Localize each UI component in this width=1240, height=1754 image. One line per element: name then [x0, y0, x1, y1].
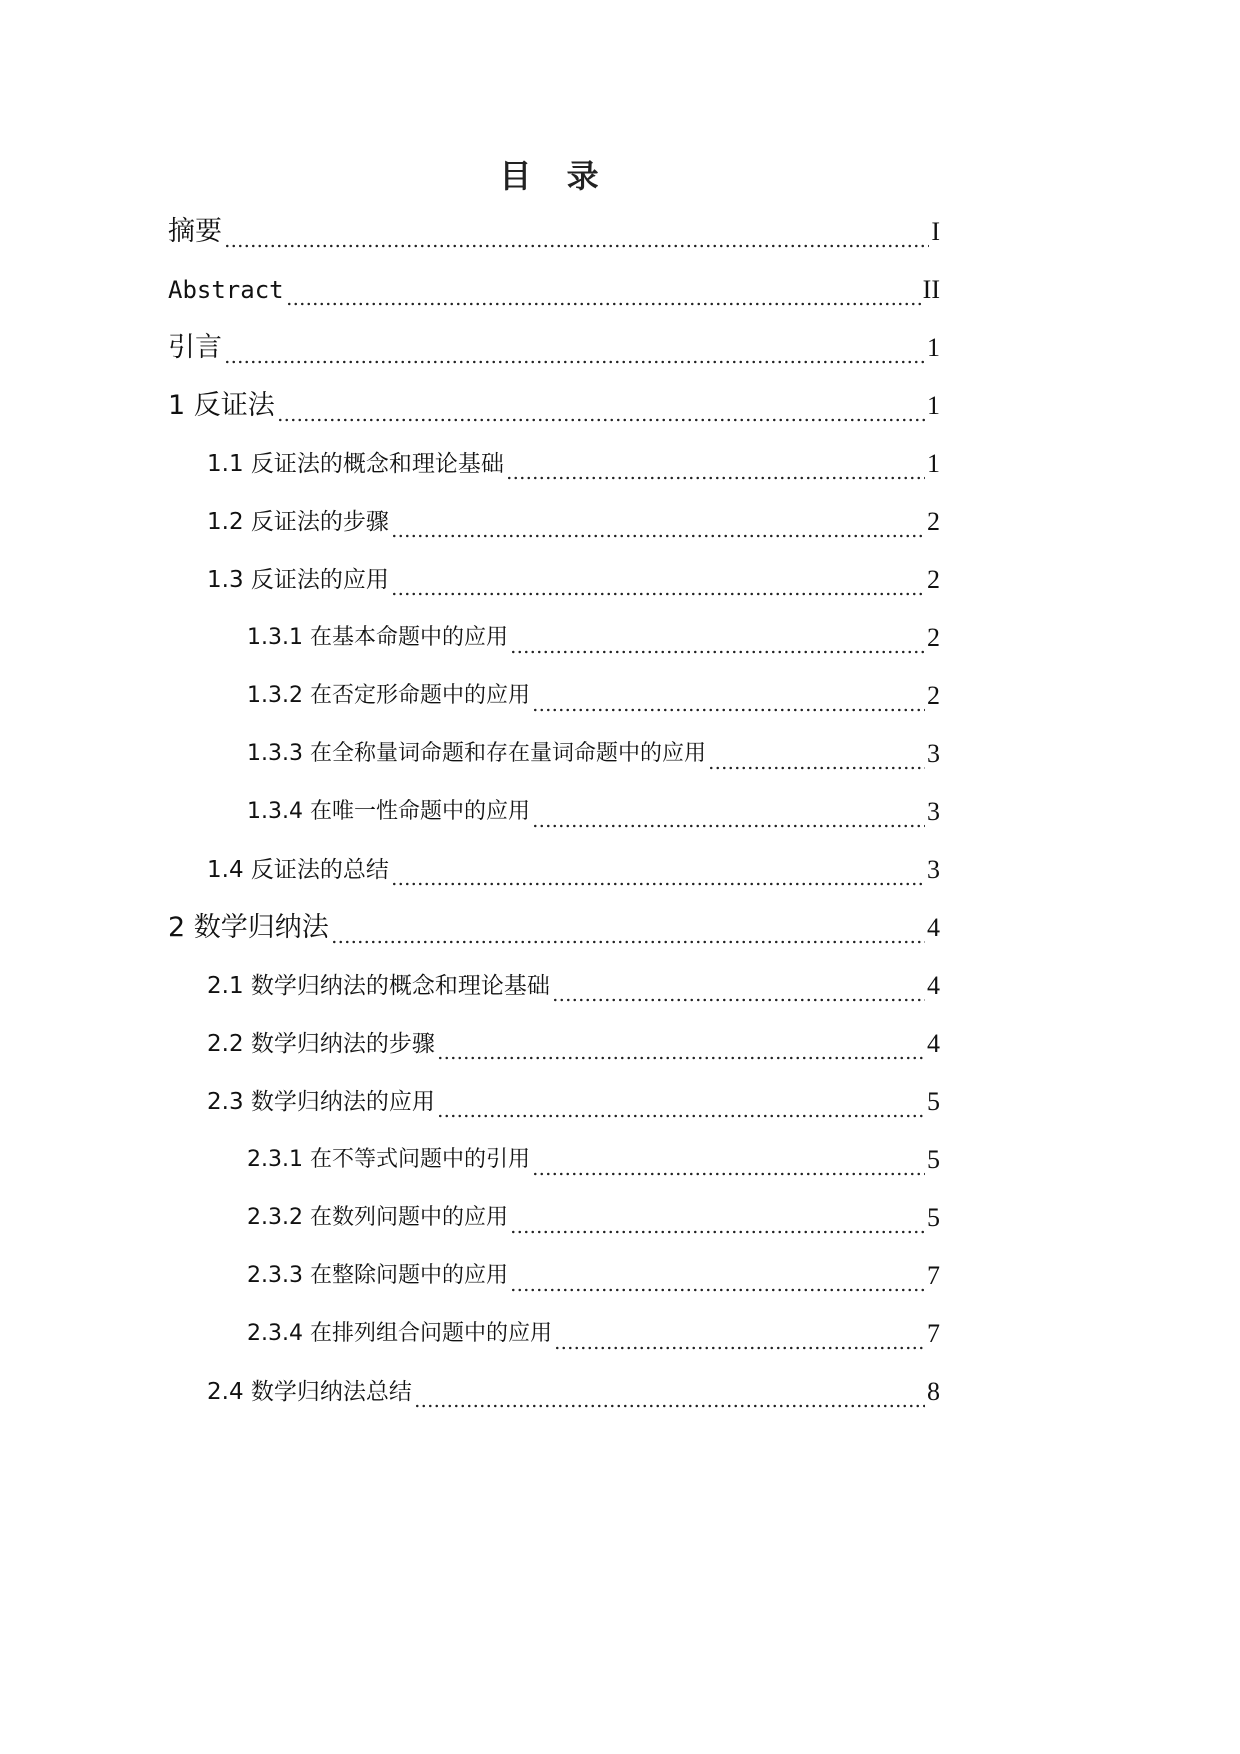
toc-entry-label: 1.3 反证法的应用 — [207, 567, 389, 593]
toc-entry-label: 1.1 反证法的概念和理论基础 — [207, 451, 504, 477]
toc-page-number: 1 — [927, 333, 940, 362]
toc-entry-label: 2 数学归纳法 — [168, 912, 329, 943]
toc-page-number: 5 — [927, 1203, 940, 1232]
dot-leader — [708, 734, 925, 774]
toc-entry-2-2[interactable] — [207, 1024, 940, 1064]
toc-page-number: 3 — [927, 855, 940, 884]
toc-page-number: 7 — [927, 1319, 940, 1348]
toc-entry-label: 2.2 数学归纳法的步骤 — [207, 1031, 435, 1057]
dot-leader — [510, 1256, 925, 1296]
toc-page-number: 2 — [927, 623, 940, 652]
toc-entry-2-3[interactable] — [207, 1082, 940, 1122]
toc-title: 目 录 — [499, 157, 611, 195]
dot-leader — [414, 1372, 925, 1412]
toc-entry-label: 1.3.4 在唯一性命题中的应用 — [247, 799, 530, 824]
toc-page-number: 1 — [927, 449, 940, 478]
toc-entry-1-1[interactable] — [207, 444, 940, 484]
toc-entry-label: 2.3.3 在整除问题中的应用 — [247, 1263, 508, 1288]
dot-leader — [286, 270, 921, 310]
toc-entry-label: 2.3.2 在数列问题中的应用 — [247, 1205, 508, 1230]
toc-page-number: 4 — [927, 913, 940, 942]
toc-entry-label: 1.3.3 在全称量词命题和存在量词命题中的应用 — [247, 741, 706, 766]
toc-page-number: I — [931, 217, 940, 246]
dot-leader — [532, 1140, 925, 1180]
dot-leader — [532, 676, 925, 716]
dot-leader — [532, 792, 925, 832]
toc-entry-1-3-4[interactable] — [247, 792, 940, 832]
dot-leader — [224, 328, 925, 368]
toc-entry-label: 1.4 反证法的总结 — [207, 857, 389, 883]
toc-entry-label: 摘要 — [168, 216, 222, 247]
toc-page-number: 8 — [927, 1377, 940, 1406]
dot-leader — [506, 444, 925, 484]
toc-entry-label: 2.4 数学归纳法总结 — [207, 1379, 412, 1405]
toc-page-number: 3 — [927, 739, 940, 768]
toc-entry-1-4[interactable] — [207, 850, 940, 890]
toc-page-number: 4 — [927, 971, 940, 1000]
toc-entry-2-3-2[interactable] — [247, 1198, 940, 1238]
toc-entry-1-3-3[interactable] — [247, 734, 940, 774]
toc-entry-chapter-2[interactable] — [168, 908, 940, 948]
toc-page-number: 7 — [927, 1261, 940, 1290]
toc-entry-1-2[interactable] — [207, 502, 940, 542]
toc-entry-1-3-1[interactable] — [247, 618, 940, 658]
toc-entry-label: 2.3 数学归纳法的应用 — [207, 1089, 435, 1115]
dot-leader — [510, 1198, 925, 1238]
toc-page-number: 1 — [927, 391, 940, 420]
toc-page-number: 5 — [927, 1145, 940, 1174]
toc-entry-abstract-en[interactable] — [168, 270, 940, 310]
toc-page-number: 3 — [927, 797, 940, 826]
toc-entry-label: 2.3.4 在排列组合问题中的应用 — [247, 1321, 552, 1346]
toc-entry-1-3[interactable] — [207, 560, 940, 600]
toc-page-number: II — [922, 275, 940, 304]
toc-entry-2-3-1[interactable] — [247, 1140, 940, 1180]
toc-entry-label: 2.1 数学归纳法的概念和理论基础 — [207, 973, 550, 999]
toc-entry-1-3-2[interactable] — [247, 676, 940, 716]
toc-page-number: 4 — [927, 1029, 940, 1058]
toc-page-number: 2 — [927, 565, 940, 594]
toc-entry-abstract-zh[interactable] — [168, 212, 940, 252]
toc-entry-2-3-3[interactable] — [247, 1256, 940, 1296]
dot-leader — [391, 502, 925, 542]
dot-leader — [552, 966, 925, 1006]
toc-entry-label: 1.3.1 在基本命题中的应用 — [247, 625, 508, 650]
toc-entry-2-1[interactable] — [207, 966, 940, 1006]
toc-entry-2-4[interactable] — [207, 1372, 940, 1412]
toc-entry-2-3-4[interactable] — [247, 1314, 940, 1354]
toc-entry-label: 1.3.2 在否定形命题中的应用 — [247, 683, 530, 708]
dot-leader — [554, 1314, 925, 1354]
toc-entry-label: 2.3.1 在不等式问题中的引用 — [247, 1147, 530, 1172]
toc-page-number: 2 — [927, 507, 940, 536]
dot-leader — [391, 560, 925, 600]
dot-leader — [437, 1024, 925, 1064]
dot-leader — [277, 386, 925, 426]
toc-entry-label: Abstract — [168, 276, 284, 304]
toc-entry-introduction[interactable] — [168, 328, 940, 368]
toc-entry-label: 引言 — [168, 332, 222, 363]
toc-entry-chapter-1[interactable] — [168, 386, 940, 426]
toc-page-number: 2 — [927, 681, 940, 710]
toc-entry-label: 1.2 反证法的步骤 — [207, 509, 389, 535]
dot-leader — [331, 908, 925, 948]
toc-entry-label: 1 反证法 — [168, 390, 275, 421]
dot-leader — [391, 850, 925, 890]
dot-leader — [437, 1082, 925, 1122]
dot-leader — [224, 212, 929, 252]
toc-page-number: 5 — [927, 1087, 940, 1116]
dot-leader — [510, 618, 925, 658]
